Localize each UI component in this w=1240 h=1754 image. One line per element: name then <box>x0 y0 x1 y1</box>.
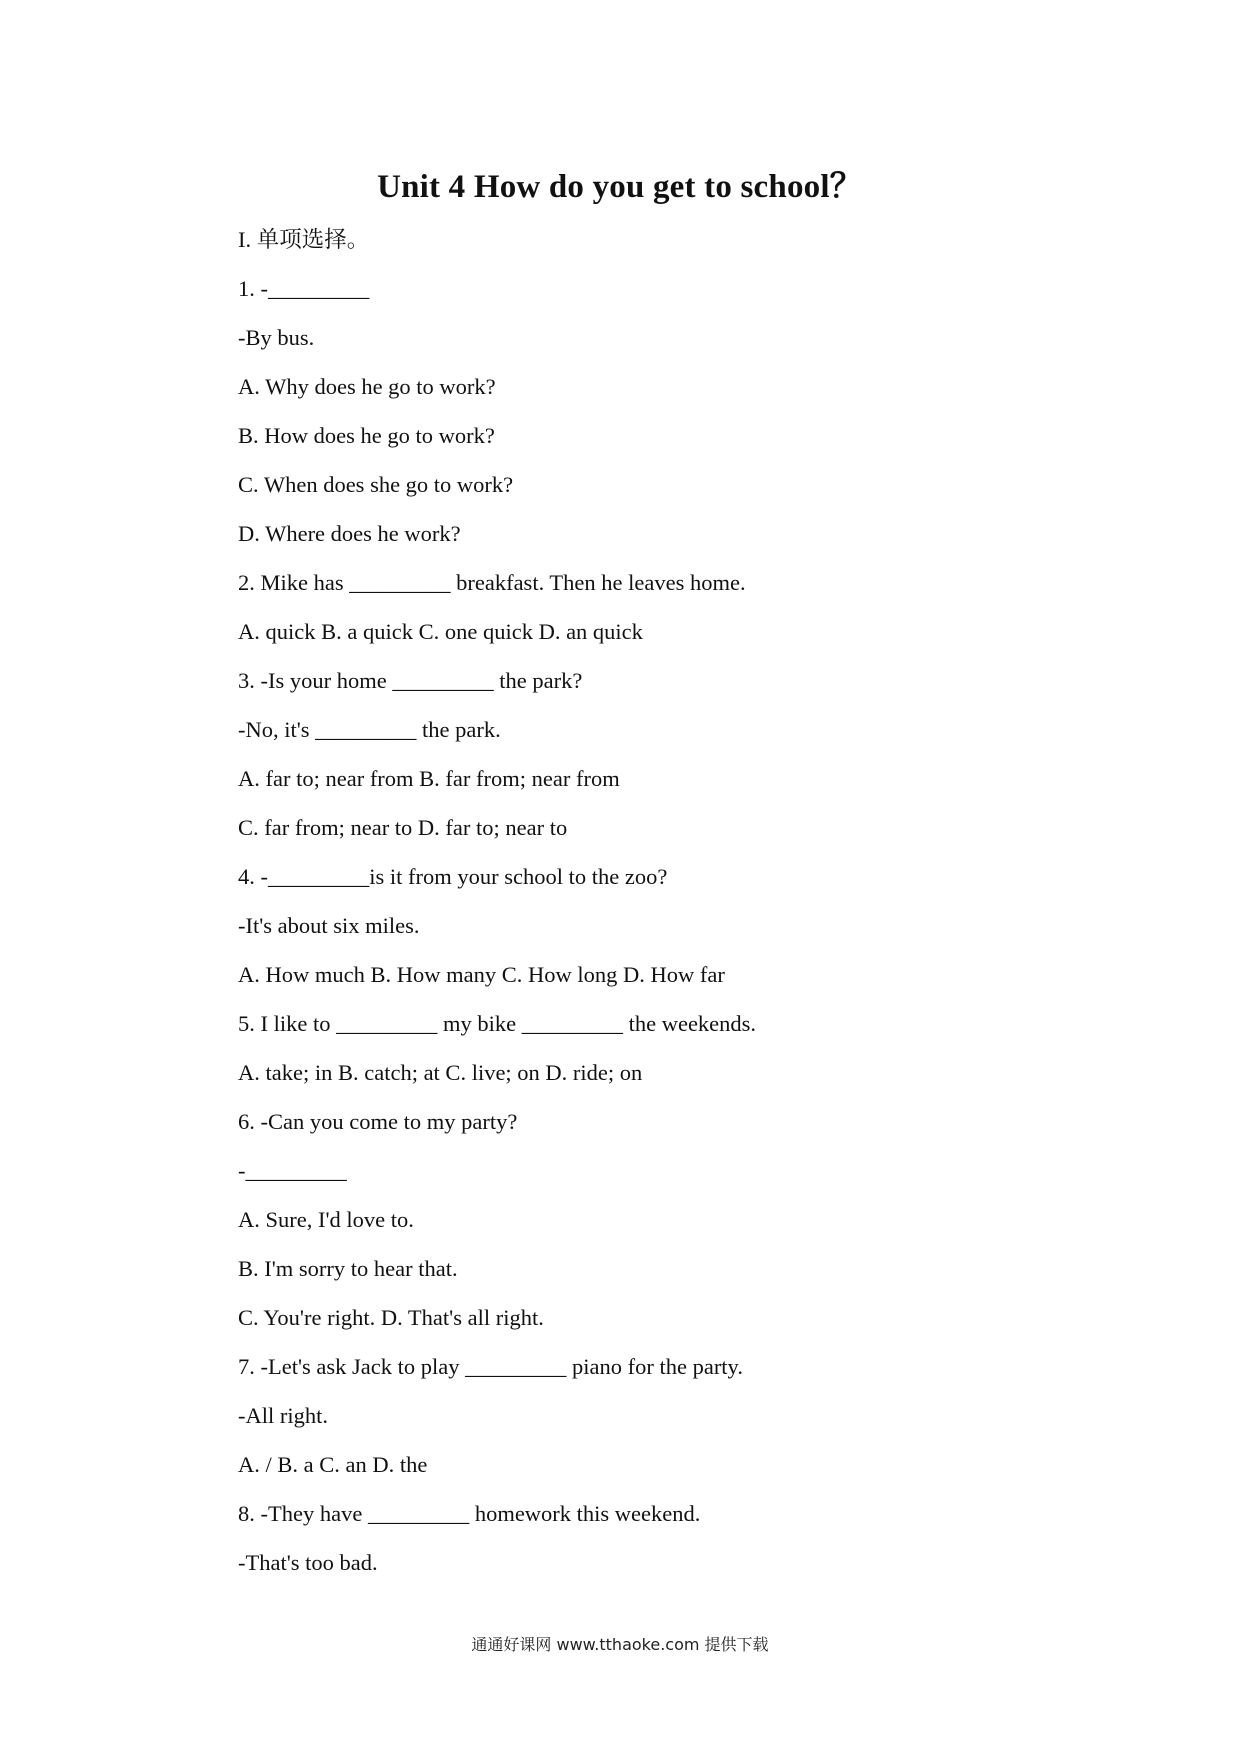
question-6-option-a: A. Sure, I'd love to. <box>238 1207 414 1232</box>
section-heading: I. 单项选择。 <box>238 227 370 252</box>
question-1-option-d: D. Where does he work? <box>238 521 461 546</box>
exercise-body <box>238 222 1138 1594</box>
question-7: 7. -Let's ask Jack to play _________ piano for the party. <box>238 1354 743 1379</box>
question-4: 4. -_________is it from your school to the zoo? <box>238 864 668 889</box>
question-7-options: A. / B. a C. an D. the <box>238 1452 428 1477</box>
question-1: 1. -_________ <box>238 276 370 301</box>
question-8-answer: -That's too bad. <box>238 1550 378 1575</box>
question-3-answer: -No, it's _________ the park. <box>238 717 501 742</box>
question-4-options: A. How much B. How many C. How long D. How far <box>238 962 725 987</box>
question-4-answer: -It's about six miles. <box>238 913 420 938</box>
question-5: 5. I like to _________ my bike _________ the weekends. <box>238 1011 757 1036</box>
question-1-answer: -By bus. <box>238 325 315 350</box>
question-5-options: A. take; in B. catch; at C. live; on D. ride; on <box>238 1060 643 1085</box>
question-7-answer: -All right. <box>238 1403 328 1428</box>
question-1-option-b: B. How does he go to work? <box>238 423 495 448</box>
question-2: 2. Mike has _________ breakfast. Then he leaves home. <box>238 570 746 595</box>
question-2-options: A. quick B. a quick C. one quick D. an quick <box>238 619 643 644</box>
question-3-options-ab: A. far to; near from B. far from; near from <box>238 766 620 791</box>
question-1-option-c: C. When does she go to work? <box>238 472 514 497</box>
question-3: 3. -Is your home _________ the park? <box>238 668 583 693</box>
question-3-options-cd: C. far from; near to D. far to; near to <box>238 815 568 840</box>
page-footer: 通通好课网 www.tthaoke.com 提供下载 <box>471 1635 769 1654</box>
question-6-options-cd: C. You're right. D. That's all right. <box>238 1305 544 1330</box>
question-1-option-a: A. Why does he go to work? <box>238 374 496 399</box>
page-title: Unit 4 How do you get to school？ <box>377 169 863 205</box>
question-6-answer: -_________ <box>238 1158 347 1183</box>
question-6: 6. -Can you come to my party? <box>238 1109 518 1134</box>
question-8: 8. -They have _________ homework this weekend. <box>238 1501 701 1526</box>
question-6-option-b: B. I'm sorry to hear that. <box>238 1256 458 1281</box>
